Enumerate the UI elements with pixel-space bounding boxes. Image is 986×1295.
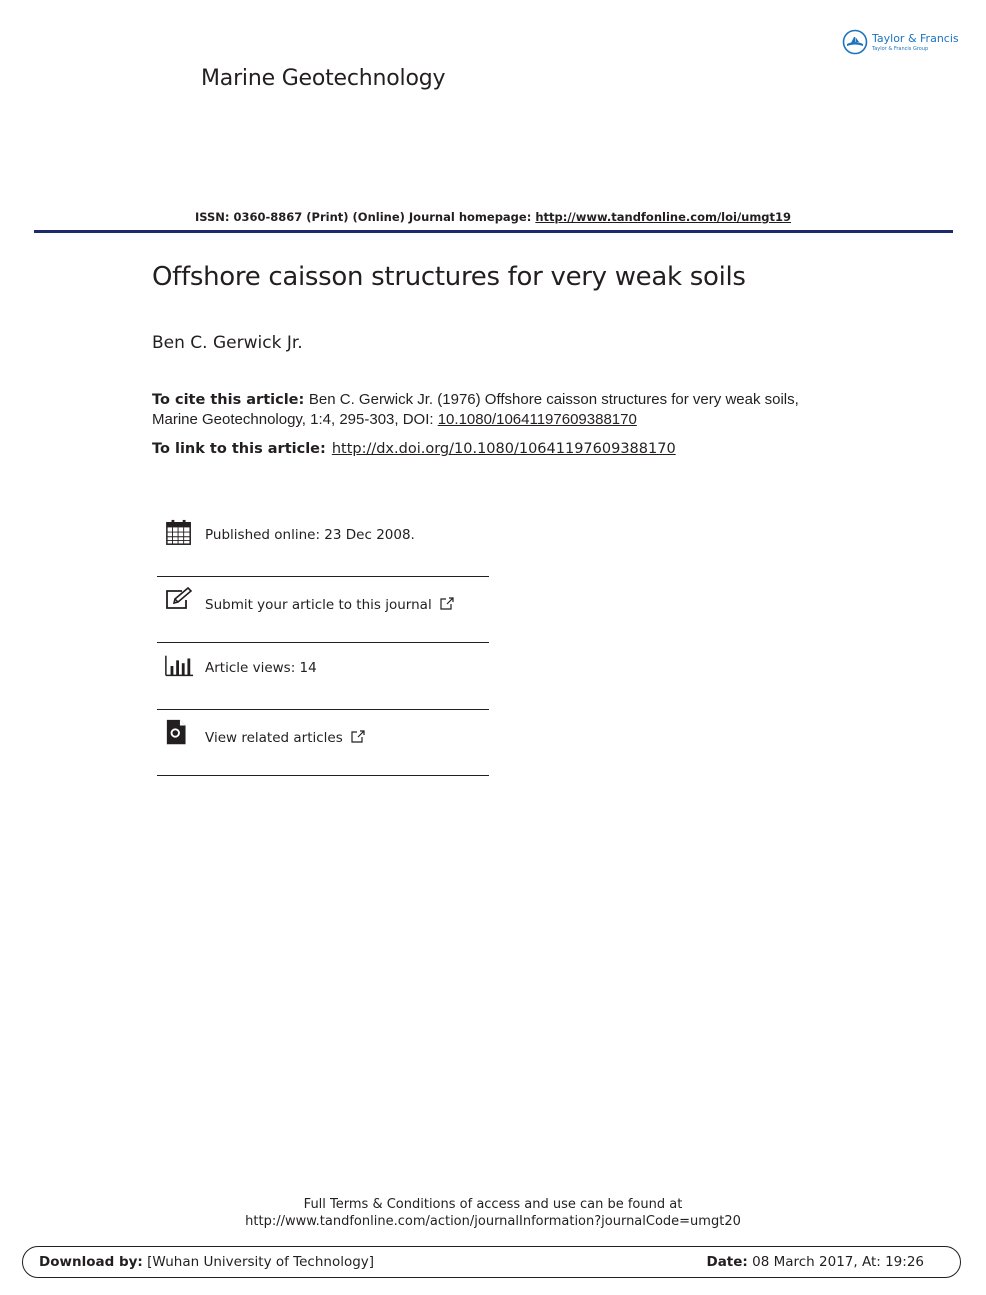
download-date-label: Date: — [706, 1254, 748, 1270]
download-by-label: Download by: — [39, 1254, 143, 1270]
article-author: Ben C. Gerwick Jr. — [152, 333, 303, 353]
publisher-name: Taylor & Francis — [872, 32, 959, 45]
citation-block — [152, 390, 852, 430]
submit-article-text: Submit your article to this journal — [205, 597, 432, 613]
calendar-icon — [164, 519, 194, 547]
search-document-icon — [164, 719, 194, 747]
download-date-value: 08 March 2017, At: 19:26 — [752, 1254, 924, 1270]
article-views-text: Article views: 14 — [205, 660, 317, 676]
terms-line1: Full Terms & Conditions of access and use can be found at — [303, 1197, 683, 1212]
info-divider — [157, 642, 489, 643]
article-title: Offshore caisson structures for very weak soils — [152, 262, 746, 292]
article-link-block — [152, 441, 676, 457]
info-divider — [157, 775, 489, 776]
header-divider — [34, 230, 953, 233]
download-by-value: [Wuhan University of Technology] — [147, 1254, 375, 1270]
info-divider — [157, 709, 489, 710]
article-link-url[interactable]: http://dx.doi.org/10.1080/10641197609388170 — [331, 441, 676, 457]
info-divider — [157, 576, 489, 577]
external-link-icon — [440, 597, 454, 610]
citation-text-line2: Marine Geotechnology, 1:4, 295-303, DOI: — [152, 411, 438, 428]
taylor-francis-logo-icon — [842, 29, 868, 55]
download-date — [706, 1254, 924, 1270]
journal-homepage-link[interactable]: http://www.tandfonline.com/loi/umgt19 — [535, 210, 792, 224]
issn-line — [0, 210, 986, 224]
publisher-logo — [842, 29, 962, 59]
external-link-icon — [351, 730, 365, 743]
bar-chart-icon — [164, 652, 194, 680]
view-related-articles-link[interactable] — [205, 730, 365, 746]
publisher-group: Taylor & Francis Group — [872, 46, 929, 52]
terms-block — [0, 1196, 986, 1230]
download-by — [39, 1254, 374, 1270]
article-link-label: To link to this article: — [152, 441, 326, 457]
download-info-box — [22, 1246, 961, 1278]
citation-text-line1: Ben C. Gerwick Jr. (1976) Offshore caisson structures for very weak soils, — [308, 391, 799, 408]
issn-text: ISSN: 0360-8867 (Print) (Online) Journal homepage: — [194, 210, 536, 224]
published-online-text: Published online: 23 Dec 2008. — [205, 527, 415, 543]
edit-icon — [164, 586, 194, 614]
view-related-articles-text: View related articles — [205, 730, 343, 746]
citation-label: To cite this article: — [152, 392, 305, 408]
citation-doi-link[interactable]: 10.1080/10641197609388170 — [437, 411, 637, 428]
terms-url[interactable]: http://www.tandfonline.com/action/journalInformation?journalCode=umgt20 — [245, 1214, 741, 1229]
journal-title: Marine Geotechnology — [201, 66, 446, 91]
submit-article-link[interactable] — [205, 597, 454, 613]
